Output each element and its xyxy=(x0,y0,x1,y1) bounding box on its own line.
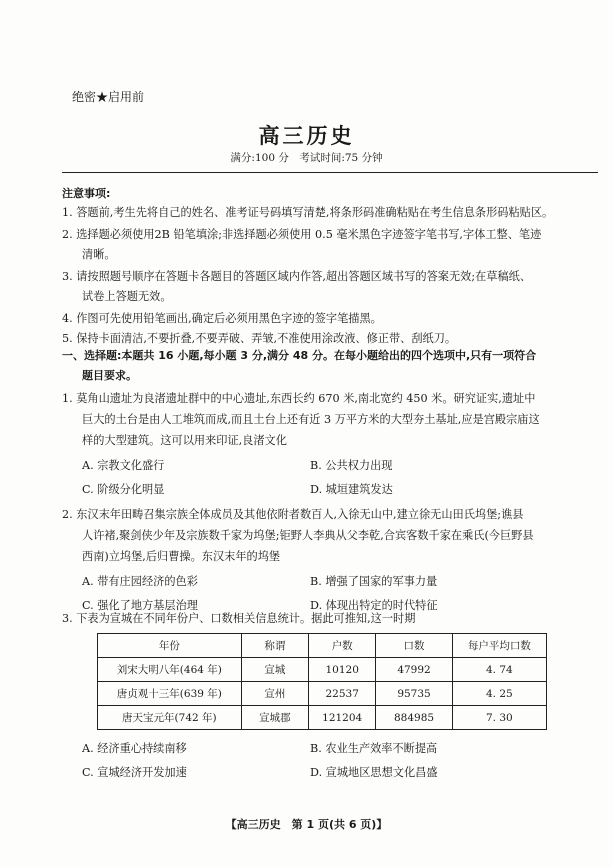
table-cell: 22537 xyxy=(309,682,376,706)
table-cell: 宣城郡 xyxy=(241,706,308,730)
table-cell: 唐天宝元年(742 年) xyxy=(98,706,242,730)
q2-option-c: C. 强化了地方基层治理 xyxy=(82,599,198,612)
q3-option-d: D. 宣城地区思想文化昌盛 xyxy=(310,766,438,779)
page-title: 高三历史 xyxy=(258,124,355,148)
question-1-stem: 巨大的土台是由人工堆筑而成,而且土台上还有近 3 万平方米的大型夯土基址,应是宫殿宗庙这 xyxy=(82,413,540,426)
notice-item: 清晰。 xyxy=(82,248,116,261)
q1-option-c: C. 阶级分化明显 xyxy=(82,483,165,496)
q2-option-d: D. 体现出特定的时代特征 xyxy=(310,599,438,612)
population-table xyxy=(97,633,547,730)
table-cell: 884985 xyxy=(376,706,452,730)
table-row xyxy=(98,682,547,706)
table-cell: 4. 74 xyxy=(452,658,546,682)
q2-option-b: B. 增强了国家的军事力量 xyxy=(310,575,438,588)
q3-option-c: C. 宣城经济开发加速 xyxy=(82,766,187,779)
table-cell: 121204 xyxy=(309,706,376,730)
notice-item: 1. 答题前,考生先将自己的姓名、准考证号码填写清楚,将条形码准确粘贴在考生信息条形码粘贴区。 xyxy=(62,206,554,219)
table-header: 口数 xyxy=(376,634,452,658)
q1-option-b: B. 公共权力出现 xyxy=(310,459,393,472)
q3-option-b: B. 农业生产效率不断提高 xyxy=(310,742,438,755)
table-cell: 刘宋大明八年(464 年) xyxy=(98,658,242,682)
table-header: 年份 xyxy=(98,634,242,658)
q1-option-d: D. 城垣建筑发达 xyxy=(310,483,393,496)
table-cell: 7. 30 xyxy=(452,706,546,730)
title-divider xyxy=(62,172,598,173)
table-cell: 95735 xyxy=(376,682,452,706)
notice-item: 5. 保持卡面清洁,不要折叠,不要弄破、弄皱,不准使用涂改液、修正带、刮纸刀。 xyxy=(62,332,457,345)
section-heading: 题目要求。 xyxy=(82,369,137,382)
table-cell: 宣州 xyxy=(241,682,308,706)
q1-option-a: A. 宗教文化盛行 xyxy=(82,459,165,472)
table-header: 每户平均口数 xyxy=(452,634,546,658)
table-row xyxy=(98,658,547,682)
table-cell: 宣城 xyxy=(241,658,308,682)
page-footer: 【高三历史 第 1 页(共 6 页)】 xyxy=(225,818,388,831)
notice-item: 4. 作图可先使用铅笔画出,确定后必须用黑色字迹的签字笔描黑。 xyxy=(62,312,382,325)
table-row xyxy=(98,706,547,730)
notice-item: 3. 请按照题号顺序在答题卡各题目的答题区域内作答,超出答题区域书写的答案无效;在草稿纸、 xyxy=(62,270,532,283)
table-header-row xyxy=(98,634,547,658)
question-2-stem: 2. 东汉末年田畴召集宗族全体成员及其他依附者数百人,入徐无山中,建立徐无山田氏坞堡;谯县 xyxy=(62,508,524,521)
question-1-stem: 1. 莫角山遗址为良渚遗址群中的中心遗址,东西长约 670 米,南北宽约 450 米。研究证实,遗址中 xyxy=(62,392,536,405)
table-cell: 4. 25 xyxy=(452,682,546,706)
q2-option-a: A. 带有庄园经济的色彩 xyxy=(82,575,198,588)
question-2-stem: 西南)立坞堡,后归曹操。东汉末年的坞堡 xyxy=(82,550,281,563)
table-header: 称谓 xyxy=(241,634,308,658)
notice-heading: 注意事项: xyxy=(62,187,111,200)
notice-item: 2. 选择题必须使用2B 铅笔填涂;非选择题必须使用 0.5 毫米黑色字迹签字笔书写,字体工整、笔迹 xyxy=(62,228,542,241)
notice-item: 试卷上答题无效。 xyxy=(82,290,172,303)
question-2-stem: 人许褚,聚剑侠少年及宗族数千家为坞堡;钜野人李典从父李乾,合宾客数千家在乘氏(今巨野县 xyxy=(82,529,534,542)
table-cell: 47992 xyxy=(376,658,452,682)
question-3-stem: 3. 下表为宣城在不同年份户、口数相关信息统计。据此可推知,这一时期 xyxy=(62,612,416,625)
exam-info: 满分:100 分 考试时间:75 分钟 xyxy=(230,152,383,164)
table-cell: 唐贞观十三年(639 年) xyxy=(98,682,242,706)
section-heading: 一、选择题:本题共 16 小题,每小题 3 分,满分 48 分。在每小题给出的四个选项中,只有一项符合 xyxy=(62,349,537,362)
table-header: 户数 xyxy=(309,634,376,658)
q3-option-a: A. 经济重心持续南移 xyxy=(82,742,187,755)
secret-mark: 绝密★启用前 xyxy=(72,90,145,104)
question-1-stem: 样的大型建筑。这可以用来印证,良渚文化 xyxy=(82,434,287,447)
table-cell: 10120 xyxy=(309,658,376,682)
